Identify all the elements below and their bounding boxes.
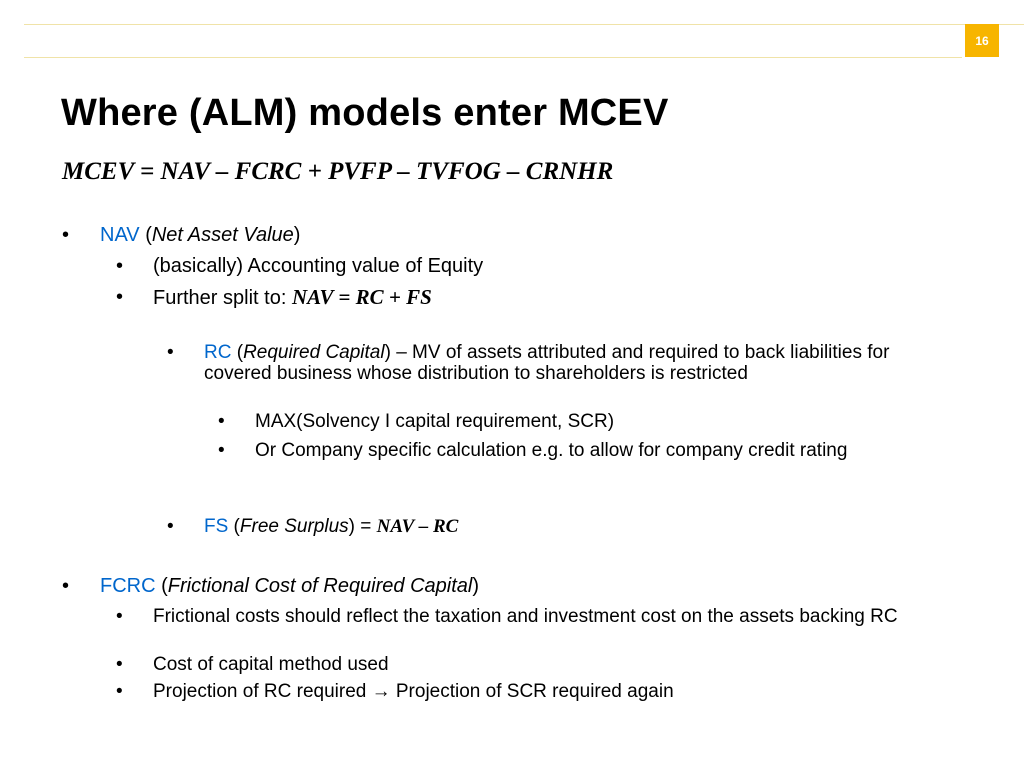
bullet-marker: •: [218, 440, 225, 461]
bullet-fcrc: [62, 575, 960, 597]
fcrc-frictional-text: Frictional costs should reflect the taxation and investment cost on the assets backing RC: [153, 606, 898, 627]
fcrc-full: Frictional Cost of Required Capital: [167, 575, 473, 597]
bullet-marker: •: [218, 411, 225, 432]
header-rule: [24, 57, 962, 58]
bullet-nav-accounting: [116, 255, 953, 277]
fcrc-close-paren: ): [472, 575, 480, 597]
bullet-nav-split: [116, 285, 953, 309]
nav-close-paren: ): [293, 224, 301, 246]
rc-description: ) – MV of assets attributed and required to back liabilities for covered business whose distribution to shareholders is restricted: [204, 342, 890, 384]
nav-accounting-text: (basically) Accounting value of Equity: [153, 255, 484, 277]
fcrc-method-text: Cost of capital method used: [153, 654, 389, 675]
fcrc-projection-text: Projection of RC required → Projection of SCR required again: [153, 681, 674, 702]
bullet-marker: •: [62, 224, 70, 246]
rc-full: Required Capital: [243, 342, 385, 363]
nav-open-paren: (: [139, 224, 152, 246]
bullet-rc-company: [218, 440, 935, 461]
bullet-fs: [167, 516, 924, 537]
nav-full: Net Asset Value: [151, 224, 294, 246]
nav-split-prefix: Further split to:: [153, 287, 292, 309]
bullet-rc-max: [218, 411, 935, 432]
fcrc-open-paren: (: [155, 575, 168, 597]
bullet-nav: [62, 224, 960, 246]
bullet-marker: •: [116, 606, 123, 627]
bullet-marker: •: [116, 286, 124, 308]
bullet-marker: •: [167, 342, 174, 363]
rc-open-paren: (: [231, 342, 244, 363]
fs-abbr: FS: [204, 516, 229, 537]
bullet-marker: •: [116, 255, 124, 277]
fcrc-abbr: FCRC: [100, 575, 156, 597]
page-number-badge: 16: [965, 24, 999, 57]
fs-open-paren: (: [228, 516, 240, 537]
bullet-fcrc-projection: [116, 681, 953, 702]
mcev-formula: MCEV = NAV – FCRC + PVFP – TVFOG – CRNHR: [62, 158, 614, 185]
bullet-marker: •: [116, 681, 123, 702]
rc-max-text: MAX(Solvency I capital requirement, SCR): [255, 411, 615, 432]
rc-abbr: RC: [204, 342, 232, 363]
nav-abbr: NAV: [100, 224, 140, 246]
bullet-marker: •: [116, 654, 123, 675]
slide-title: Where (ALM) models enter MCEV: [61, 92, 669, 134]
bullet-marker: •: [62, 575, 70, 597]
bullet-fcrc-frictional: [116, 606, 943, 627]
bullet-fcrc-method: [116, 654, 953, 675]
bullet-rc: [167, 342, 924, 384]
fs-full: Free Surplus: [239, 516, 349, 537]
nav-split-formula: NAV = RC + FS: [291, 285, 432, 309]
top-rule: [24, 24, 1024, 25]
fs-close-paren-eq: ) =: [348, 516, 377, 537]
fs-formula: NAV – RC: [376, 516, 459, 537]
bullet-marker: •: [167, 516, 174, 537]
rc-company-text: Or Company specific calculation e.g. to allow for company credit rating: [255, 440, 848, 461]
